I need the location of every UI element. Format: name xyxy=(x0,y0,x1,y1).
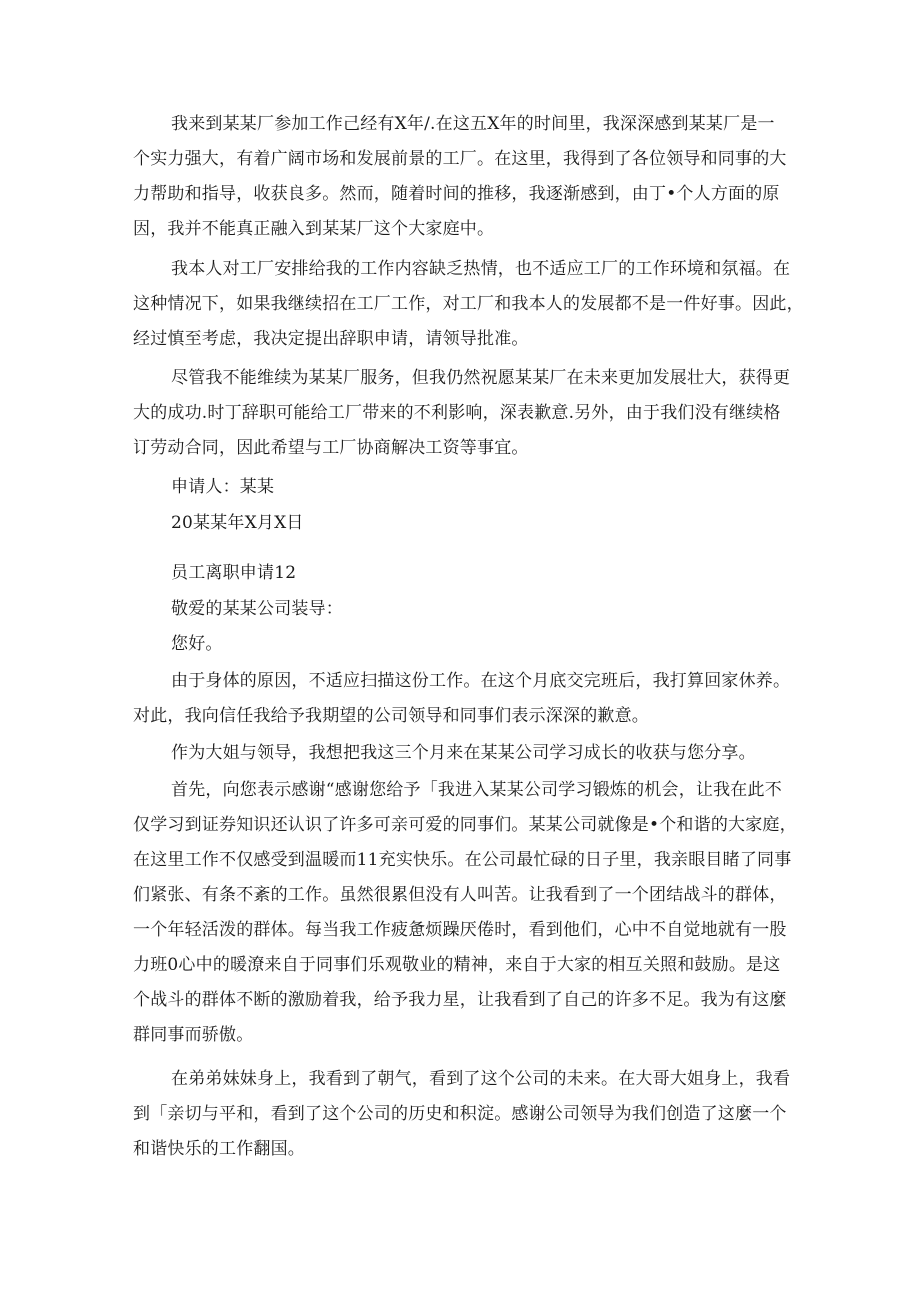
text-line: 因，我并不能真正融入到某某厂这个大家庭中。 xyxy=(133,219,495,239)
second-letter-paragraph-4 xyxy=(133,1062,791,1167)
greeting-line: 您好。 xyxy=(171,634,223,654)
text-line: 到「亲切与平和，看到了这个公司的历史和积淀。感谢公司领导为我们创造了这麼一个 xyxy=(133,1104,787,1124)
second-letter-greeting xyxy=(171,627,779,662)
text-line: 个实力强大，有着广阔市场和发展前景的工厂。在这里，我得到了各位领导和同事的大 xyxy=(133,149,787,169)
text-line: 首先，向您表示感谢“感谢您给予「我进入某某公司学习锻炼的机会，让我在此不 xyxy=(171,780,782,800)
text-line: 和谐快乐的工作翻国。 xyxy=(133,1139,305,1159)
text-line: 对此，我向信任我给予我期望的公司领导和同事们表示深深的歉意。 xyxy=(133,706,649,726)
date-line: 20某某年X月X日 xyxy=(171,513,304,533)
text-line: 群同事而骄傲。 xyxy=(133,1025,254,1045)
second-letter-paragraph-2 xyxy=(171,736,779,771)
signature-applicant xyxy=(171,470,779,505)
letter-title: 员工离职申请12 xyxy=(171,563,297,583)
second-letter-salutation xyxy=(171,592,779,627)
text-line: 在这里工作不仅感受到温暖而11充实快乐。在公司最忙碌的日子里，我亲眼目睹了同事 xyxy=(133,850,792,870)
text-line: 经过慎至考虑，我决定提出辞职申请，请领导批准。 xyxy=(133,329,529,349)
text-line: 个战斗的群体不断的激励着我，给予我力星，让我看到了自己的许多不足。我为有这麼 xyxy=(133,990,787,1010)
applicant-line: 申请人：某某 xyxy=(171,477,275,497)
second-letter-title xyxy=(171,556,779,591)
text-line: 尽管我不能维续为某某厂服务，但我仍然祝愿某某厂在未来更加发展壮大，获得更 xyxy=(171,368,791,388)
text-line: 仅学习到证券知识还认识了许多可亲可爱的同事们。某某公司就像是•个和谐的大家庭， xyxy=(133,815,797,835)
text-line: 我本人对工厂安排给我的工作内容缺乏热情，也不适应工厂的工作环境和氛福。在 xyxy=(171,259,791,279)
second-letter-paragraph-3 xyxy=(133,773,797,1053)
text-line: 由于身体的原因，不适应扫描这份工作。在这个月底交完班后，我打算回家休养。 xyxy=(171,671,791,691)
text-line: 大的成功.时丁辞职可能给工厂带来的不利影响，深表歉意.另外，由于我们没有继续格 xyxy=(133,403,781,423)
text-line: 这种情况下，如果我继续招在工厂工作，对工厂和我本人的发展都不是一件好事。因此， xyxy=(133,294,804,314)
paragraph-1 xyxy=(133,107,787,247)
text-line: 力帮助和指导，收获良多。然而，随着时间的推移，我逐渐感到，由丁•个人方面的原 xyxy=(133,184,780,204)
signature-date xyxy=(171,506,779,541)
paragraph-2 xyxy=(133,252,804,357)
text-line: 订劳动合同，因此希望与工厂协商解决工资等事宜。 xyxy=(133,438,529,458)
text-line: 们紧张、有条不紊的工作。虽然很累但没有人叫苦。让我看到了一个团结战斗的群体， xyxy=(133,885,787,905)
text-line: 我来到某某厂参加工作己经有X年/.在这五X年的时间里，我深深感到某某厂是一 xyxy=(171,114,775,134)
salutation-line: 敬爱的某某公司装导： xyxy=(171,599,343,619)
text-line: 一个年轻活泼的群体。每当我工作疲惫烦躁厌倦时，看到他们，心中不自觉地就有一股 xyxy=(133,920,787,940)
text-line: 在弟弟妹妹身上，我看到了朝气，看到了这个公司的未来。在大哥大姐身上，我看 xyxy=(171,1069,791,1089)
paragraph-3 xyxy=(133,361,791,466)
second-letter-paragraph-1 xyxy=(133,664,791,734)
text-line: 力班0心中的暖潦来自于同事们乐观敬业的精神，来自于大家的相互关照和鼓励。是这 xyxy=(133,955,781,975)
text-line: 作为大姐与领导，我想把我这三个月来在某某公司学习成长的收获与您分享。 xyxy=(171,743,756,763)
